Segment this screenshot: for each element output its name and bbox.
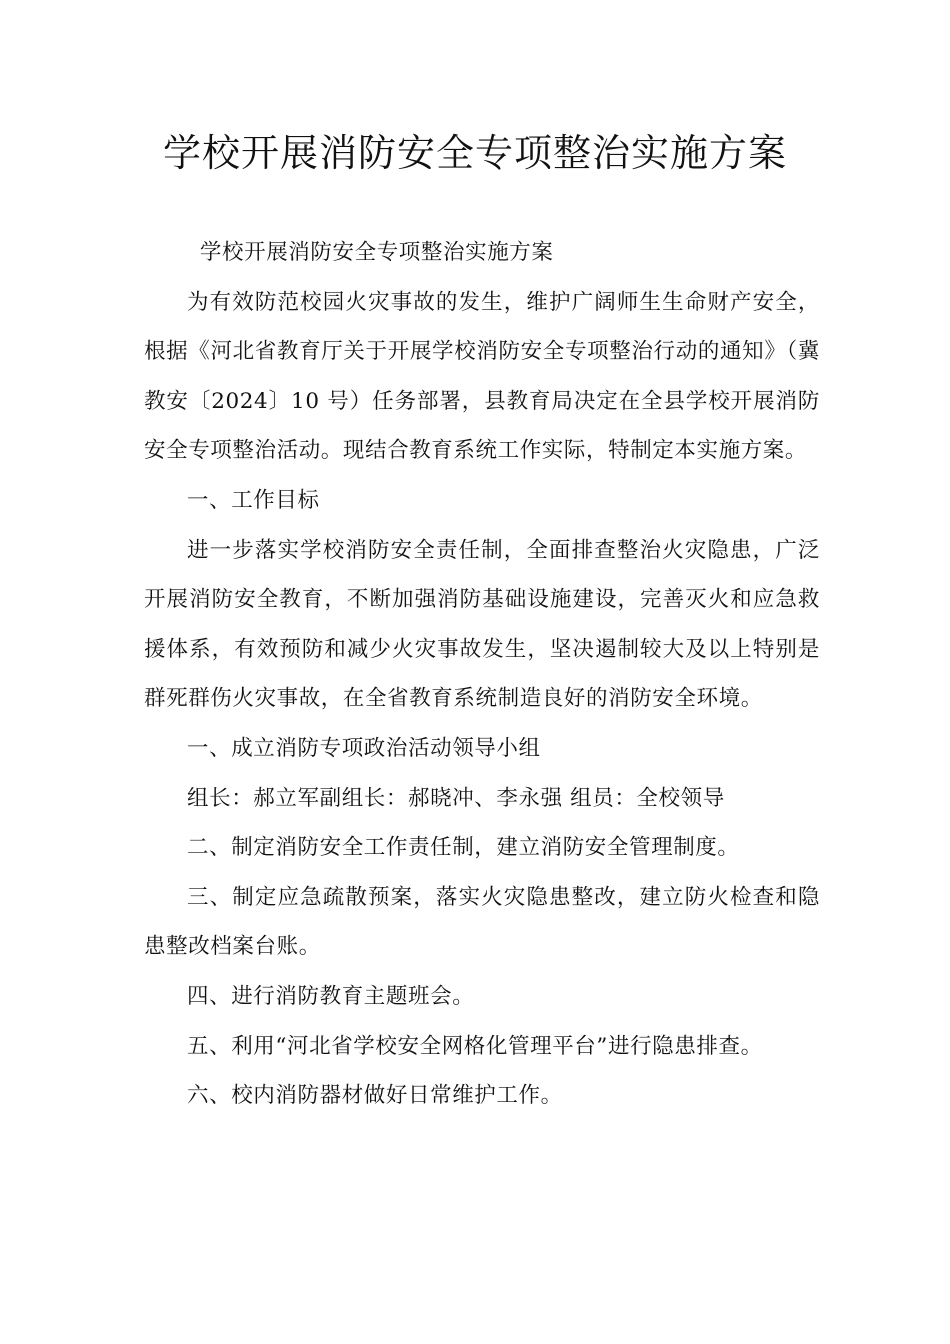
section-goal-paragraph: 进一步落实学校消防安全责任制，全面排查整治火灾隐患，广泛开展消防安全教育，不断加强消防基础设施建设，完善灭火和应急救援体系，有效预防和减少火灾事故发生，坚决遏制较大及以上特别是群死群伤火灾事故，在全省教育系统制造良好的消防安全环境。 <box>144 537 820 712</box>
item-3: 三、制定应急疏散预案，落实火灾隐患整改，建立防火检查和隐患整改档案台账。 <box>144 884 820 960</box>
intro-paragraph: 为有效防范校园火灾事故的发生，维护广阔师生生命财产安全，根据《河北省教育厅关于开展学校消防安全专项整治行动的通知》（冀教安〔2024〕10 号）任务部署，县教育局决定在全县学校开展消防安全专项整治活动。现结合教育系统工作实际，特制定本实施方案。 <box>144 289 820 464</box>
document-body <box>144 228 820 1121</box>
section-goal-heading: 一、工作目标 <box>187 487 320 513</box>
item-4: 四、进行消防教育主题班会。 <box>187 983 475 1009</box>
item-5: 五、利用“河北省学校安全网格化管理平台”进行隐患排查。 <box>187 1033 763 1059</box>
item-2: 二、制定消防安全工作责任制，建立消防安全管理制度。 <box>187 835 740 861</box>
item-1-members: 组长：郝立军副组长：郝晓冲、李永强 组员：全校领导 <box>187 785 725 811</box>
document-title: 学校开展消防安全专项整治实施方案 <box>162 131 787 175</box>
item-1-heading: 一、成立消防专项政治活动领导小组 <box>187 735 541 761</box>
document-subtitle: 学校开展消防安全专项整治实施方案 <box>199 240 554 265</box>
item-6: 六、校内消防器材做好日常维护工作。 <box>187 1083 563 1109</box>
